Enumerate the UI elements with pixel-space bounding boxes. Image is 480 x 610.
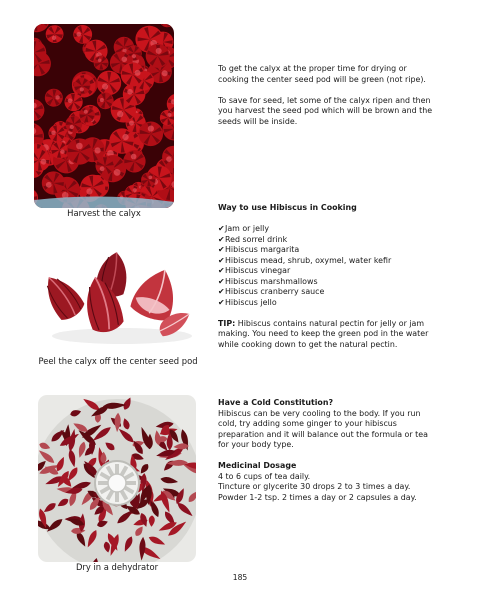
dehydrator-tray-image [38,395,196,562]
checkmark-icon: ✔ [218,276,225,286]
list-item [218,224,440,235]
list-item [218,256,440,267]
calyx-pile-image [34,24,174,208]
list-item [218,277,440,288]
peel-caption: Peel the calyx off the center seed pod [38,356,198,366]
list-item-label: Hibiscus jello [225,297,277,307]
peeled-calyx-image [34,240,204,350]
harvest-caption: Harvest the calyx [67,208,141,218]
checkmark-icon: ✔ [218,234,225,244]
cold-heading: Have a Cold Constitution? [218,398,334,407]
dosage-section [218,461,440,503]
intro-paragraph-calyx-timing: To get the calyx at the proper time for drying or cooking the center seed pod will be green (not ripe). [218,64,426,84]
checkmark-icon: ✔ [218,287,225,296]
list-item-label: Hibiscus vinegar [225,266,291,275]
checkmark-icon: ✔ [218,266,225,275]
list-item [218,266,440,277]
tip-label: TIP: [218,318,236,328]
list-item-label: Hibiscus cranberry sauce [225,287,325,296]
dehydrator-caption: Dry in a dehydrator [75,562,159,572]
checkmark-icon: ✔ [218,245,225,254]
harvest-calyx-photo [34,24,174,208]
list-item-label: Hibiscus margarita [225,245,300,254]
list-item [218,298,440,309]
page-number: 185 [232,573,248,582]
list-item [218,235,440,246]
cooking-heading: Way to use Hibiscus in Cooking [218,203,357,212]
list-item [218,287,440,298]
cooking-uses-list [218,224,440,308]
peeled-calyx-photo [34,240,204,350]
list-item-label: Hibiscus mead, shrub, oxymel, water kefir [225,255,392,265]
tip-text: Hibiscus contains natural pectin for jelly or jam making. You need to keep the green pod in the water while cooking down to get the natural pectin. [218,318,429,349]
intro-paragraph-seed-saving: To save for seed, let some of the calyx ripen and then you harvest the seed pod which will be brown and the seeds will be inside. [218,95,433,126]
dosage-line: 4 to 6 cups of tea daily. [218,471,311,481]
cold-text: Hibiscus can be very cooling to the body. If you run cold, try adding some ginger to your hibiscus preparation and it will balance out the formula or tea for your body type. [218,408,428,449]
dosage-line: Powder 1-2 tsp. 2 times a day or 2 capsules a day. [218,492,417,502]
dehydrator-photo [38,395,196,562]
dosage-heading: Medicinal Dosage [218,461,297,470]
cold-section [218,398,440,451]
list-item-label: Jam or jelly [225,224,270,233]
list-item [218,245,440,256]
cooking-section [218,203,440,350]
dosage-line: Tincture or glycerite 30 drops 2 to 3 times a day. [218,482,411,491]
list-item-label: Red sorrel drink [225,234,288,244]
tip-paragraph [218,319,440,351]
checkmark-icon: ✔ [218,297,225,307]
checkmark-icon: ✔ [218,224,225,233]
list-item-label: Hibiscus marshmallows [225,276,318,286]
checkmark-icon: ✔ [218,255,225,265]
intro-text [218,64,440,127]
